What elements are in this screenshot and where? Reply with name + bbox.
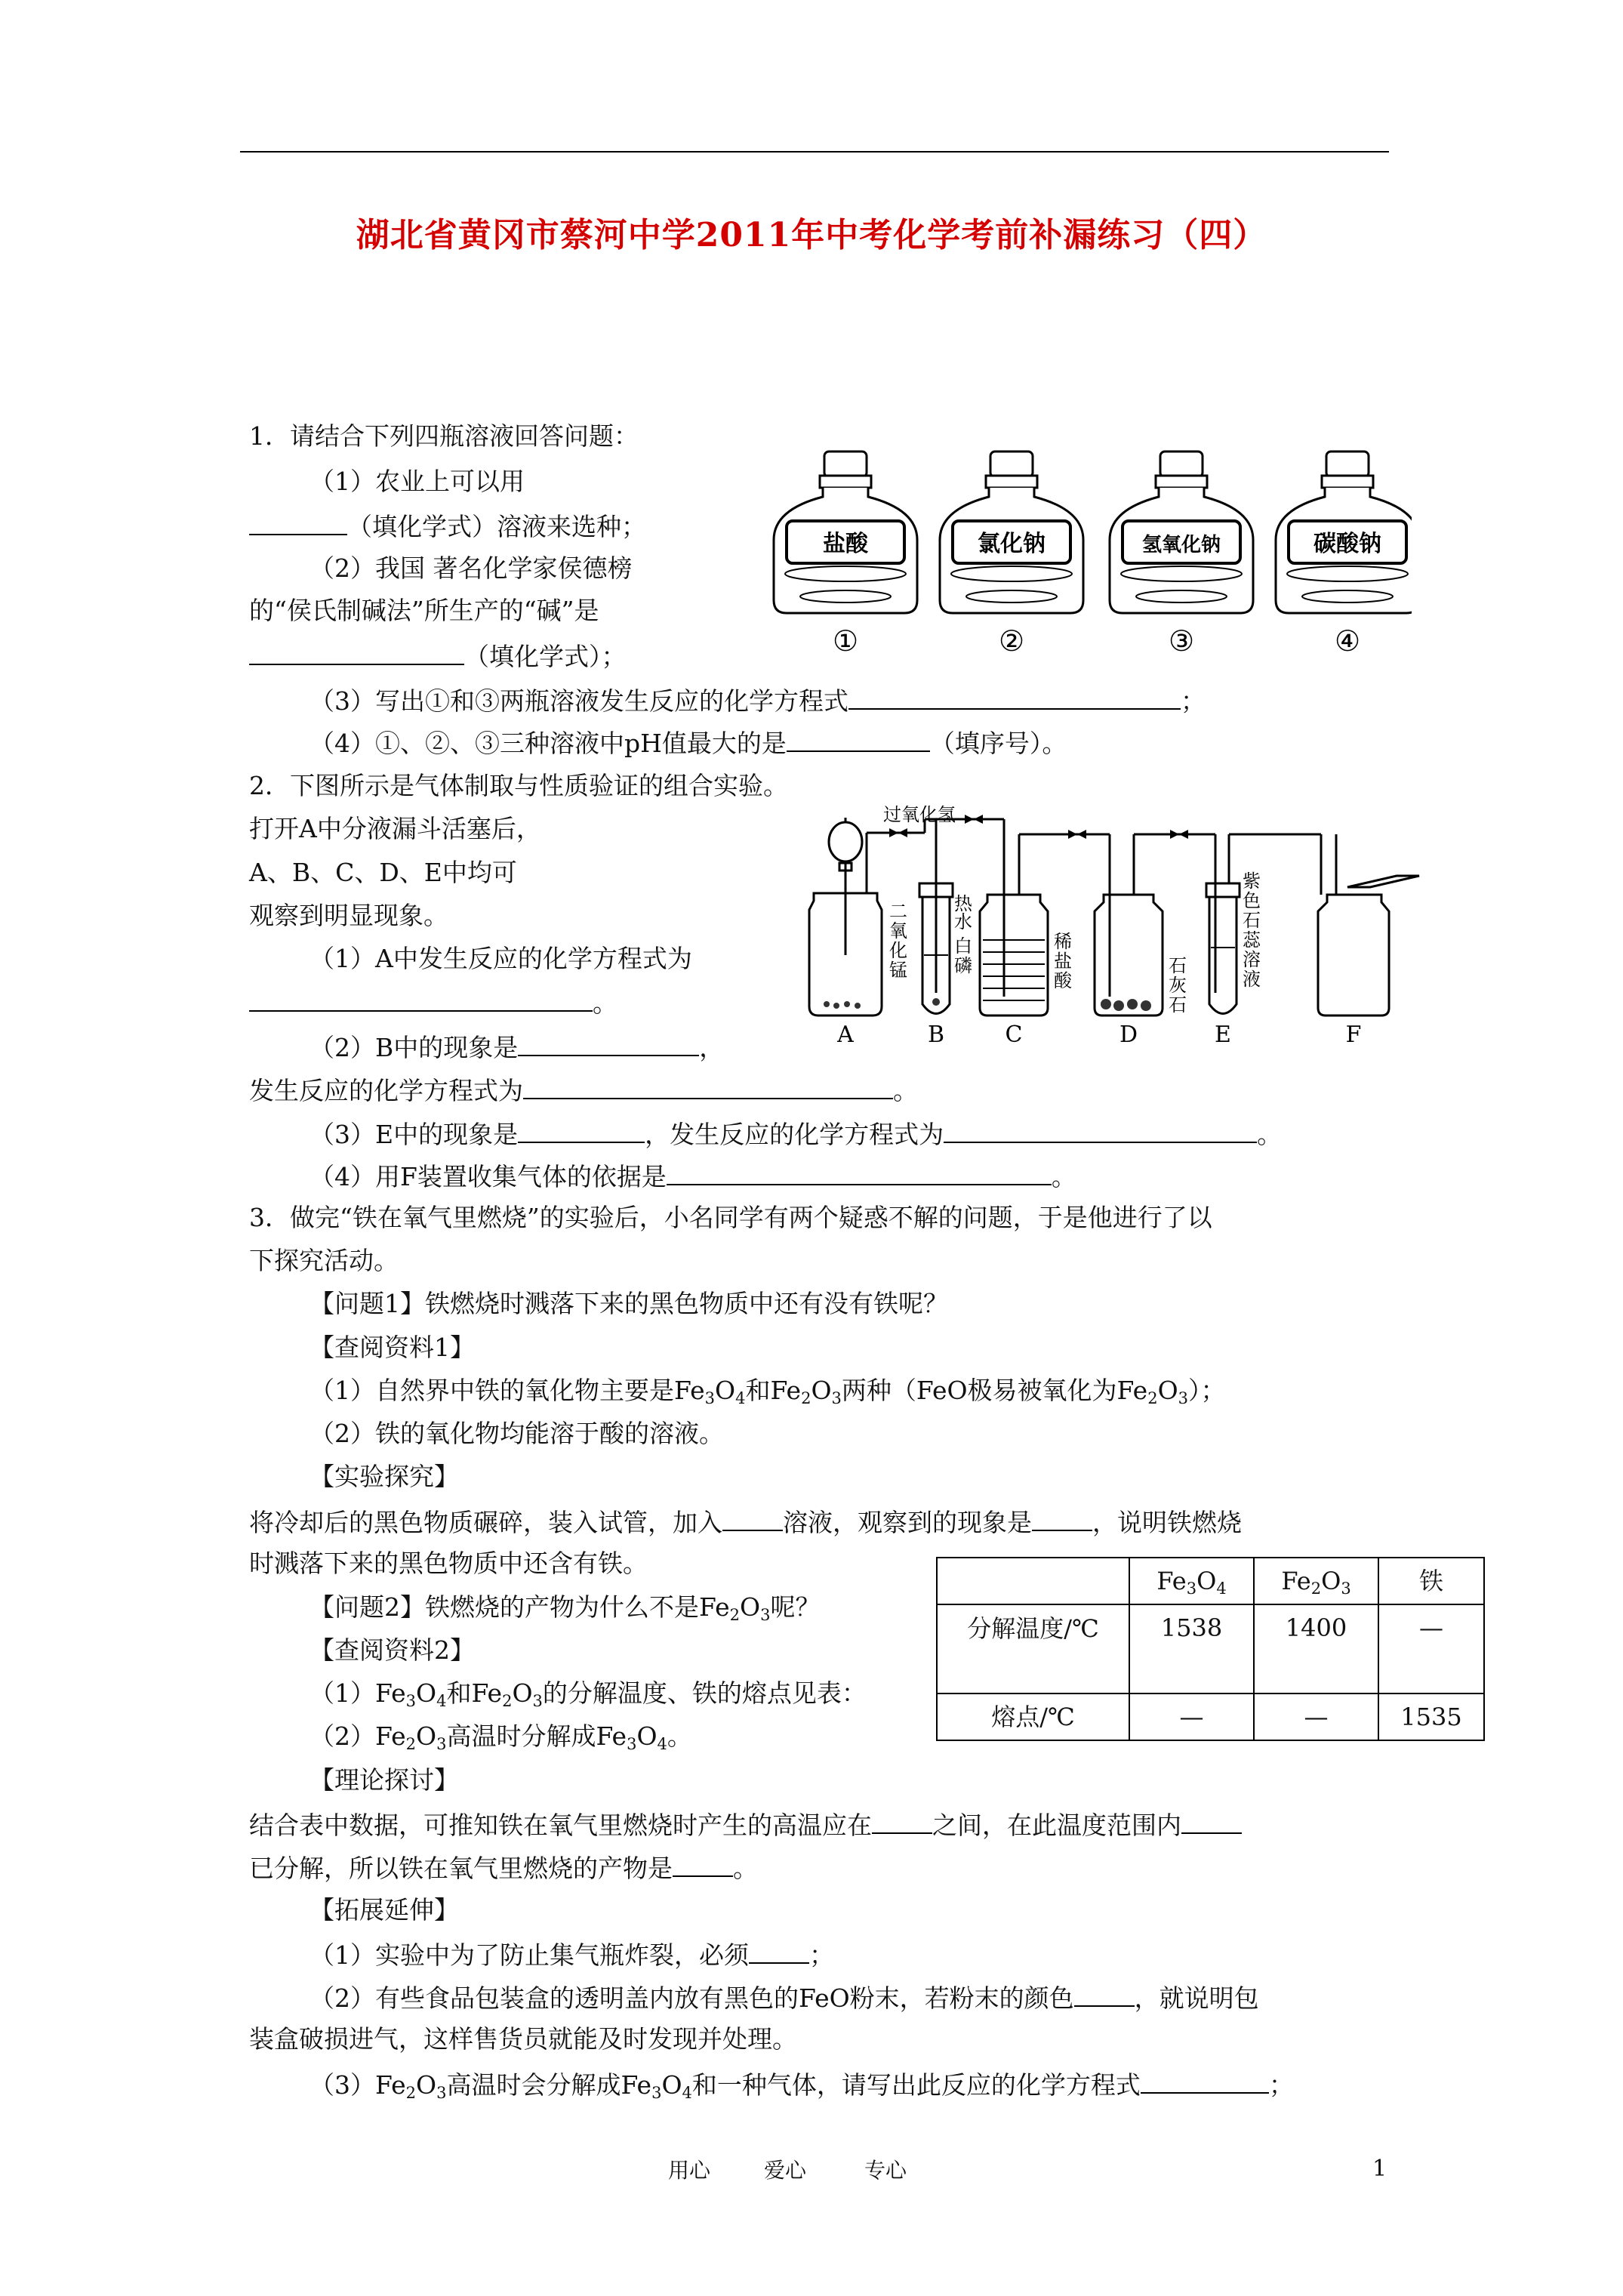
bottles-group	[762, 445, 1412, 664]
q2-s1: （1）A中发生反应的化学方程式为	[310, 944, 692, 973]
q3-ref1-1: （1）自然界中铁的氧化物主要是$Fe_3O_4$和$Fe_2O_3$两种（FeO极易被氧化为$Fe_2O_3$）；	[310, 1376, 1226, 1407]
table-corner	[937, 1558, 1129, 1604]
q2-stem: 2．下图所示是气体制取与性质验证的组合实验。	[249, 771, 788, 800]
svg-text:酸: 酸	[1054, 970, 1072, 991]
svg-text:溶: 溶	[1243, 949, 1261, 970]
table-header-fe3o4: $Fe_3O_4$	[1129, 1558, 1254, 1604]
apparatus-letter: D	[1119, 1022, 1138, 1048]
header-rule	[240, 151, 1389, 153]
footer-c: 专心	[864, 2158, 907, 2183]
reagent-bottles	[762, 445, 1412, 664]
q3-ref1-2: （2）铁的氧化物均能溶于酸的溶液。	[310, 1419, 724, 1448]
label-mno2-1: 二	[889, 901, 907, 922]
q3-theory-heading: 【理论探讨】	[310, 1765, 459, 1795]
q1-s2b: 的“侯氏制碱法”所生产的“碱”是	[249, 596, 599, 625]
q3-ext1: （1）实验中为了防止集气瓶炸裂，必须 ；	[310, 1938, 834, 1971]
q3-ext2: （2）有些食品包装盒的透明盖内放有黑色的FeO粉末，若粉末的颜色 ，就说明包	[310, 1981, 1259, 2014]
answer-blank[interactable]	[1032, 1505, 1092, 1531]
q2-l2: A、B、C、D、E中均可	[249, 858, 517, 887]
q2-s4-line: （4）用F装置收集气体的依据是 。	[310, 1160, 1076, 1192]
q1-s2-line: （填化学式）；	[249, 639, 627, 672]
page-number: 1	[1372, 2156, 1387, 2182]
answer-blank[interactable]	[667, 1160, 1052, 1185]
svg-text:石: 石	[1169, 955, 1187, 976]
answer-blank[interactable]	[722, 1505, 783, 1531]
label-h2o2: 过氧化氢	[883, 804, 956, 825]
q3-exp1: 将冷却后的黑色物质碾碎，装入试管，加入 溶液，观察到的现象是 ，说明铁燃烧	[249, 1505, 1242, 1538]
page-title: 湖北省黄冈市蔡河中学2011年中考化学考前补漏练习（四）	[356, 216, 1267, 254]
q3-theory2: 已分解，所以铁在氧气里燃烧的产物是 。	[249, 1851, 758, 1884]
answer-blank[interactable]	[518, 1117, 645, 1143]
svg-text:石: 石	[1243, 910, 1261, 931]
answer-blank[interactable]	[249, 510, 347, 535]
svg-text:水: 水	[954, 911, 972, 932]
table-row-label: 熔点/℃	[937, 1693, 1129, 1740]
table-header-fe: 铁	[1378, 1558, 1484, 1604]
bottle-label: 氯化钠	[978, 531, 1046, 557]
answer-blank[interactable]	[1074, 1981, 1135, 2007]
bottle-number: ①	[832, 624, 859, 658]
answer-blank[interactable]	[249, 986, 593, 1012]
bottle-number: ②	[998, 624, 1025, 658]
q3-ext4: $(3)Fe_2O_3$高温时会分解成$Fe_3O_4$和一种气体，请写出此反应的化学方程式 ；	[310, 2068, 1294, 2100]
q3-stem1: 3．做完“铁在氧气里燃烧”的实验后，小名同学有两个疑惑不解的问题，于是他进行了以	[249, 1203, 1212, 1232]
svg-text:化: 化	[889, 940, 907, 961]
bottle-number: ③	[1168, 624, 1195, 658]
bottle-number: ④	[1334, 624, 1361, 658]
svg-text:液: 液	[1243, 969, 1261, 990]
apparatus-letter: F	[1345, 1022, 1362, 1048]
footer-a: 用心	[668, 2158, 711, 2183]
svg-text:蕊: 蕊	[1243, 929, 1261, 951]
table-cell: —	[1378, 1604, 1484, 1693]
table-cell: 1400	[1254, 1604, 1378, 1693]
answer-blank[interactable]	[872, 1808, 932, 1834]
answer-blank[interactable]	[1141, 2068, 1269, 2094]
svg-text:石: 石	[1169, 994, 1187, 1015]
q1-s1-line: （填化学式）溶液来选种；	[249, 510, 646, 542]
q3-ref2-1: $(1)Fe_3O_4$和$Fe_2O_3$的分解温度、铁的熔点见表：	[310, 1678, 867, 1710]
answer-blank[interactable]	[1181, 1808, 1242, 1834]
reagent-bottle	[1110, 451, 1253, 613]
answer-blank[interactable]	[749, 1938, 809, 1964]
q1-s4-line: （4）①、②、③三种溶液中pH值最大的是 （填序号）。	[310, 726, 1067, 759]
q2-s2-line: （2）B中的现象是 ，	[310, 1031, 724, 1063]
apparatus-letter: B	[927, 1022, 945, 1048]
answer-blank[interactable]	[944, 1117, 1257, 1143]
q3-ref1: 【查阅资料1】	[310, 1333, 475, 1362]
q1-s2a: （2）我国 著名化学家侯德榜	[310, 553, 633, 583]
table-header-fe2o3: $Fe_2O_3$	[1254, 1558, 1378, 1604]
bottle-label: 碳酸钠	[1313, 531, 1381, 557]
answer-blank[interactable]	[848, 684, 1181, 710]
q3-problem2: 【问题2】铁燃烧的产物为什么不是$Fe_2O_3$呢？	[310, 1592, 821, 1624]
svg-text:稀: 稀	[1054, 931, 1072, 952]
answer-blank[interactable]	[673, 1851, 733, 1877]
q3-ref2: 【查阅资料2】	[310, 1635, 475, 1665]
answer-blank[interactable]	[523, 1074, 893, 1099]
apparatus-letter: C	[1005, 1022, 1023, 1048]
q3-exp-heading: 【实验探究】	[310, 1462, 459, 1491]
q2-s3-line: （3）E中的现象是 ，发生反应的化学方程式为 。	[310, 1117, 1282, 1150]
q3-stem2: 下探究活动。	[249, 1246, 399, 1275]
svg-text:色: 色	[1243, 890, 1261, 911]
bottle-label: 氢氧化钠	[1141, 534, 1221, 556]
q2-s1-line: 。	[249, 986, 617, 1019]
table-cell: —	[1129, 1693, 1254, 1740]
q2-s2b-line: 发生反应的化学方程式为 。	[249, 1074, 918, 1106]
q3-ext3: 装盒破损进气，这样售货员就能及时发现并处理。	[249, 2024, 797, 2054]
svg-text:灰: 灰	[1169, 975, 1187, 996]
svg-text:白: 白	[954, 935, 972, 957]
decomposition-table	[936, 1557, 1485, 1741]
svg-text:氧: 氧	[889, 920, 907, 942]
q2-l3: 观察到明显现象。	[249, 901, 448, 930]
svg-text:锰: 锰	[889, 960, 907, 981]
q3-exp2: 时溅落下来的黑色物质中还含有铁。	[249, 1549, 648, 1578]
table-cell: —	[1254, 1693, 1378, 1740]
answer-blank[interactable]	[787, 726, 930, 752]
svg-text:紫: 紫	[1243, 871, 1261, 892]
bottle-label: 盐酸	[823, 531, 868, 557]
apparatus-letter: E	[1215, 1022, 1231, 1048]
q1-s1a: （1）农业上可以用	[310, 467, 525, 496]
q1-stem: 1．请结合下列四瓶溶液回答问题：	[249, 421, 639, 451]
q3-problem1: 【问题1】铁燃烧时溅落下来的黑色物质中还有没有铁呢？	[310, 1289, 948, 1318]
table-cell: 1535	[1378, 1693, 1484, 1740]
svg-text:盐: 盐	[1054, 951, 1072, 972]
q3-ref2-2: $(2)Fe_2O_3$高温时分解成$Fe_3O_4$。	[310, 1721, 692, 1753]
apparatus-letter: A	[837, 1022, 854, 1048]
svg-text:热: 热	[954, 893, 972, 914]
q2-l1: 打开A中分液漏斗活塞后，	[249, 814, 541, 843]
table-row-label: 分解温度/℃	[937, 1604, 1129, 1693]
table-cell: 1538	[1129, 1604, 1254, 1693]
svg-text:磷: 磷	[954, 955, 972, 976]
answer-blank[interactable]	[518, 1031, 699, 1056]
q3-theory1: 结合表中数据，可推知铁在氧气里燃烧时产生的高温应在 之间，在此温度范围内	[249, 1808, 1242, 1841]
answer-blank[interactable]	[249, 639, 464, 665]
apparatus-figure	[793, 804, 1472, 1053]
q3-ext-heading: 【拓展延伸】	[310, 1895, 459, 1925]
footer-b: 爱心	[764, 2158, 807, 2183]
q1-s3-line: （3）写出①和③两瓶溶液发生反应的化学方程式 ；	[310, 684, 1206, 717]
